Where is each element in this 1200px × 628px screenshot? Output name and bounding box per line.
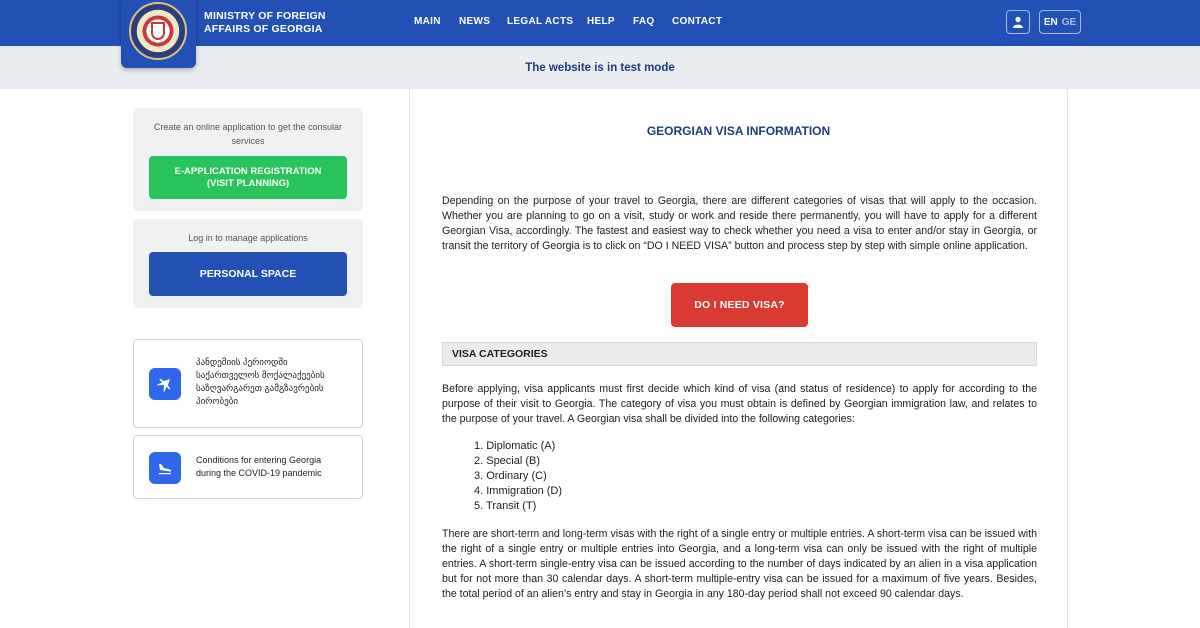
user-login-button[interactable] [1006,10,1030,34]
lang-en[interactable]: EN [1043,16,1058,28]
personal-space-card [133,219,363,308]
covid-entry-conditions-text: Conditions for entering Georgia during the COVID-19 pandemic [196,455,322,478]
airplane-landing-icon [149,452,181,484]
logo[interactable] [121,0,196,68]
personal-space-description: Log in to manage applications [188,233,308,243]
visa-terms-paragraph: There are short-term and long-term visas with the right of a single entry or multiple entries. A short-term visa can be issued with the right of a single entry or multiple entries into Georgia, and a long-term visa can only be issued with the right of multiple entries. A short-term single-entry visa can be issued according to the number of days indicated by an alien in a visa application but for not more than 30 calendar days. A short-term multiple-entry visa can be issued for a maximum of five years. Besides, the total period of an alien’s entry and stay in Georgia in any 180-day period shall not exceed 90 calendar days. [442,528,1037,600]
covid-entry-conditions-link[interactable] [133,435,363,499]
e-application-card [133,108,363,211]
nav-legal-acts[interactable]: LEGAL ACTS [507,16,574,27]
language-switcher [1039,10,1081,34]
visa-category-list [474,439,562,514]
coat-of-arms-icon [129,2,187,60]
nav-news[interactable]: NEWS [459,16,491,27]
list-item: 2. Special (B) [474,455,541,467]
lang-ge[interactable]: GE [1061,16,1077,28]
airplane-icon [149,368,181,400]
main-content [409,89,1068,628]
e-application-button-line1: E-APPLICATION REGISTRATION [174,165,322,177]
nav-contact[interactable]: CONTACT [672,16,723,27]
e-application-description: Create an online application to get the consular services [153,122,343,146]
pandemic-travel-conditions-text: პანდემიის პერიოდში საქართველოს მოქალაქეების საზღვარგარეთ გამგზავრების პირობები [196,357,325,406]
list-item: 4. Immigration (D) [474,485,563,497]
page-title: GEORGIAN VISA INFORMATION [646,124,831,138]
visa-categories-heading: VISA CATEGORIES [442,342,1037,366]
ministry-name[interactable] [204,10,326,36]
personal-space-button[interactable]: PERSONAL SPACE [149,252,347,296]
user-icon [1012,16,1024,28]
nav-help[interactable]: HELP [587,16,615,27]
e-application-registration-button[interactable] [149,156,347,199]
intro-paragraph: Depending on the purpose of your travel to Georgia, there are different categories of visas that will apply to the occasion. Whether you are planning to go on a visit, study or work and reside there permanently, you will have to apply for a different Georgian Visa, accordingly. The fastest and easiest way to check whether you need a visa to enter and/or stay in Georgia, or transit the territory of Georgia is to click on “DO I NEED VISA” button and process step by step with simple online application. [442,195,1037,252]
seal-shield [151,22,165,40]
nav-main[interactable]: MAIN [414,16,441,27]
list-item: 3. Ordinary (C) [474,470,547,482]
ministry-name-line2: AFFAIRS OF GEORGIA [204,23,323,35]
categories-paragraph: Before applying, visa applicants must first decide which kind of visa (and status of residence) to apply for according to the purpose of their visit to Georgia. The category of visa you must obtain is defined by Georgian immigration law, and relates to the purpose of your travel. A Georgian visa shall be divided into the following categories: [442,383,1037,425]
nav-faq[interactable]: FAQ [633,16,655,27]
test-mode-text: The website is in test mode [525,62,675,74]
list-item: 5. Transit (T) [474,500,537,512]
ministry-name-line1: MINISTRY OF FOREIGN [204,10,326,22]
list-item: 1. Diplomatic (A) [474,440,556,452]
e-application-button-line2: (VISIT PLANNING) [206,177,290,189]
pandemic-travel-conditions-link[interactable] [133,339,363,428]
do-i-need-visa-button[interactable]: DO I NEED VISA? [671,283,808,327]
